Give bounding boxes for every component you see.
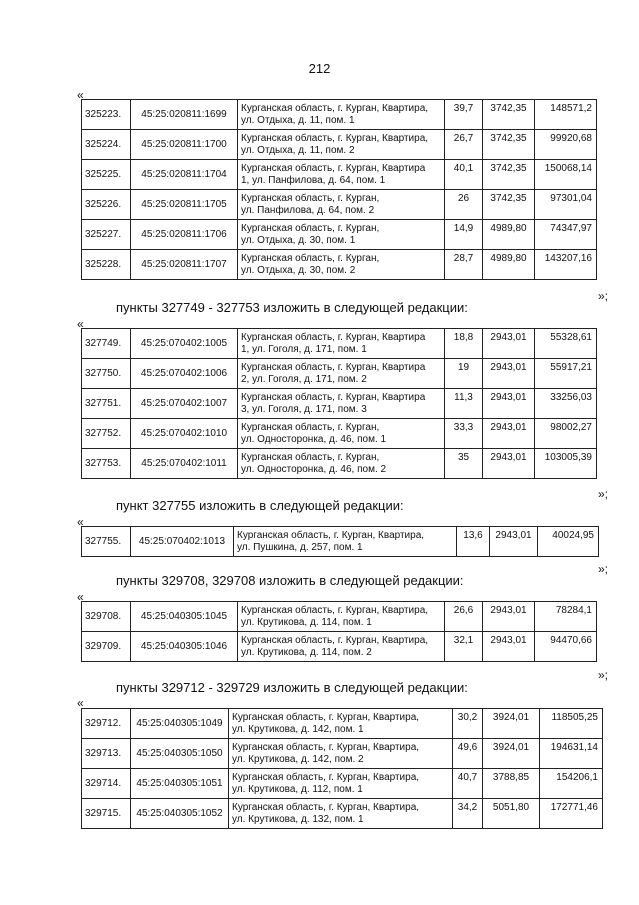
- address-cell: [234, 527, 457, 557]
- address-line-2: 1, ул. Гоголя, д. 171, пом. 1: [241, 344, 367, 355]
- address-line-2: ул. Крутикова, д. 114, пом. 2: [241, 647, 372, 658]
- cadastral-number-cell: 45:25:020811:1700: [131, 130, 238, 160]
- address-cell: [238, 220, 445, 250]
- open-quote: «: [77, 696, 84, 710]
- cost-cell: 103005,39: [535, 449, 597, 479]
- address-cell: [238, 359, 445, 389]
- address-cell: [238, 130, 445, 160]
- cadastral-number-cell: 45:25:070402:1007: [131, 389, 238, 419]
- cost-cell: 118505,25: [540, 709, 603, 739]
- address-line-2: ул. Отдыха, д. 30, пом. 1: [241, 235, 356, 246]
- cadastral-number-cell: 45:25:070402:1013: [131, 527, 234, 557]
- item-number-cell: 325224.: [82, 130, 131, 160]
- rate-cell: 2943,01: [483, 632, 535, 662]
- table-row: [82, 419, 597, 449]
- rate-cell: 3924,01: [483, 739, 540, 769]
- item-number-cell: 327755.: [82, 527, 131, 557]
- address-cell: [238, 100, 445, 130]
- area-cell: 40,7: [453, 769, 483, 799]
- address-line-2: ул. Отдыха, д. 11, пом. 1: [241, 115, 355, 126]
- close-quote: »;: [598, 668, 609, 682]
- address-cell: [238, 160, 445, 190]
- address-line-1: Курганская область, г. Курган, Квартира,: [241, 133, 429, 144]
- rate-cell: 4989,80: [483, 220, 535, 250]
- cost-cell: 97301,04: [535, 190, 597, 220]
- cadastral-number-cell: 45:25:020811:1699: [131, 100, 238, 130]
- rate-cell: 3742,35: [483, 190, 535, 220]
- area-cell: 26,7: [445, 130, 483, 160]
- address-line-2: ул. Пушкина, д. 257, пом. 1: [237, 542, 363, 553]
- registry-table: [81, 99, 597, 280]
- address-cell: [238, 190, 445, 220]
- open-quote: «: [77, 317, 84, 331]
- address-line-1: Курганская область, г. Курган, Квартира,: [232, 712, 420, 723]
- address-line-2: 1, ул. Панфилова, д. 64, пом. 1: [241, 175, 386, 186]
- area-cell: 19: [445, 359, 483, 389]
- table-row: [82, 130, 597, 160]
- area-cell: 39,7: [445, 100, 483, 130]
- address-line-2: ул. Отдыха, д. 30, пом. 2: [241, 265, 356, 276]
- address-line-2: ул. Крутикова, д. 142, пом. 1: [232, 724, 364, 735]
- table-row: [82, 160, 597, 190]
- cadastral-number-cell: 45:25:040305:1050: [131, 739, 229, 769]
- address-line-1: Курганская область, г. Курган, Квартира: [241, 392, 426, 403]
- address-cell: [238, 632, 445, 662]
- address-line-2: ул. Крутикова, д. 132, пом. 1: [232, 814, 364, 825]
- cost-cell: 143207,16: [535, 250, 597, 280]
- item-number-cell: 329709.: [82, 632, 131, 662]
- area-cell: 33,3: [445, 419, 483, 449]
- address-line-2: 3, ул. Гоголя, д. 171, пом. 3: [241, 404, 367, 415]
- table-row: [82, 709, 603, 739]
- open-quote: «: [77, 88, 84, 102]
- cost-cell: 172771,46: [540, 799, 603, 829]
- rate-cell: 3742,35: [483, 160, 535, 190]
- cost-cell: 78284,1: [535, 602, 597, 632]
- cost-cell: 99920,68: [535, 130, 597, 160]
- item-number-cell: 329713.: [82, 739, 131, 769]
- address-line-1: Курганская область, г. Курган,: [241, 223, 380, 234]
- address-cell: [238, 449, 445, 479]
- registry-table: [81, 328, 597, 479]
- cadastral-number-cell: 45:25:040305:1046: [131, 632, 238, 662]
- rate-cell: 2943,01: [483, 419, 535, 449]
- item-number-cell: 325228.: [82, 250, 131, 280]
- section-intro: пункты 329712 - 329729 изложить в следующей редакции:: [116, 680, 468, 695]
- address-cell: [238, 329, 445, 359]
- address-cell: [229, 739, 453, 769]
- section-intro: пункт 327755 изложить в следующей редакции:: [116, 498, 404, 513]
- item-number-cell: 327751.: [82, 389, 131, 419]
- rate-cell: 5051,80: [483, 799, 540, 829]
- address-cell: [238, 250, 445, 280]
- rate-cell: 3788,85: [483, 769, 540, 799]
- address-line-1: Курганская область, г. Курган, Квартира,: [241, 103, 429, 114]
- address-line-1: Курганская область, г. Курган, Квартира,: [237, 530, 425, 541]
- page-number: 212: [308, 61, 331, 76]
- address-line-2: ул. Крутикова, д. 142, пом. 2: [232, 754, 364, 765]
- table-row: [82, 250, 597, 280]
- item-number-cell: 325223.: [82, 100, 131, 130]
- table-row: [82, 359, 597, 389]
- address-line-1: Курганская область, г. Курган,: [241, 452, 380, 463]
- close-quote: »;: [598, 562, 609, 576]
- address-cell: [238, 602, 445, 632]
- close-quote: »;: [598, 289, 609, 303]
- cost-cell: 148571,2: [535, 100, 597, 130]
- cadastral-number-cell: 45:25:040305:1049: [131, 709, 229, 739]
- area-cell: 32,1: [445, 632, 483, 662]
- rate-cell: 2943,01: [483, 602, 535, 632]
- rate-cell: 2943,01: [483, 359, 535, 389]
- table-row: [82, 632, 597, 662]
- rate-cell: 2943,01: [483, 329, 535, 359]
- rate-cell: 2943,01: [483, 389, 535, 419]
- address-cell: [238, 389, 445, 419]
- section-intro: пункты 327749 - 327753 изложить в следующей редакции:: [116, 300, 468, 315]
- table-row: [82, 100, 597, 130]
- rate-cell: 2943,01: [490, 527, 538, 557]
- cadastral-number-cell: 45:25:020811:1705: [131, 190, 238, 220]
- item-number-cell: 327749.: [82, 329, 131, 359]
- area-cell: 40,1: [445, 160, 483, 190]
- cost-cell: 55328,61: [535, 329, 597, 359]
- registry-table: [81, 708, 603, 829]
- area-cell: 34,2: [453, 799, 483, 829]
- address-line-2: ул. Отдыха, д. 11, пом. 2: [241, 145, 355, 156]
- area-cell: 26: [445, 190, 483, 220]
- rate-cell: 3742,35: [483, 130, 535, 160]
- registry-table: [81, 526, 599, 557]
- address-line-1: Курганская область, г. Курган, Квартира,: [232, 802, 420, 813]
- address-line-1: Курганская область, г. Курган, Квартира: [241, 362, 426, 373]
- cost-cell: 40024,95: [538, 527, 599, 557]
- cadastral-number-cell: 45:25:040305:1051: [131, 769, 229, 799]
- item-number-cell: 327752.: [82, 419, 131, 449]
- address-cell: [238, 419, 445, 449]
- cost-cell: 94470,66: [535, 632, 597, 662]
- rate-cell: 4989,80: [483, 250, 535, 280]
- cadastral-number-cell: 45:25:070402:1006: [131, 359, 238, 389]
- rate-cell: 3924,01: [483, 709, 540, 739]
- item-number-cell: 329714.: [82, 769, 131, 799]
- cadastral-number-cell: 45:25:020811:1706: [131, 220, 238, 250]
- table-row: [82, 602, 597, 632]
- cost-cell: 154206,1: [540, 769, 603, 799]
- address-line-2: ул. Односторонка, д. 46, пом. 2: [241, 464, 387, 475]
- table-row: [82, 220, 597, 250]
- cadastral-number-cell: 45:25:040305:1052: [131, 799, 229, 829]
- cadastral-number-cell: 45:25:020811:1704: [131, 160, 238, 190]
- address-cell: [229, 769, 453, 799]
- cadastral-number-cell: 45:25:070402:1010: [131, 419, 238, 449]
- cost-cell: 150068,14: [535, 160, 597, 190]
- table-row: [82, 799, 603, 829]
- cost-cell: 194631,14: [540, 739, 603, 769]
- table-row: [82, 527, 599, 557]
- table-row: [82, 190, 597, 220]
- address-line-1: Курганская область, г. Курган, Квартира,: [232, 772, 420, 783]
- item-number-cell: 325227.: [82, 220, 131, 250]
- cadastral-number-cell: 45:25:070402:1005: [131, 329, 238, 359]
- area-cell: 11,3: [445, 389, 483, 419]
- address-line-1: Курганская область, г. Курган, Квартира,: [241, 605, 429, 616]
- address-line-1: Курганская область, г. Курган, Квартира: [241, 163, 426, 174]
- address-cell: [229, 709, 453, 739]
- rate-cell: 3742,35: [483, 100, 535, 130]
- area-cell: 14,9: [445, 220, 483, 250]
- address-line-2: ул. Односторонка, д. 46, пом. 1: [241, 434, 387, 445]
- address-line-2: ул. Крутикова, д. 112, пом. 1: [232, 784, 363, 795]
- cadastral-number-cell: 45:25:070402:1011: [131, 449, 238, 479]
- area-cell: 35: [445, 449, 483, 479]
- section-intro: пункты 329708, 329708 изложить в следующей редакции:: [116, 573, 464, 588]
- cost-cell: 98002,27: [535, 419, 597, 449]
- address-line-2: 2, ул. Гоголя, д. 171, пом. 2: [241, 374, 367, 385]
- area-cell: 18,8: [445, 329, 483, 359]
- address-line-1: Курганская область, г. Курган,: [241, 193, 380, 204]
- cost-cell: 33256,03: [535, 389, 597, 419]
- open-quote: «: [77, 590, 84, 604]
- item-number-cell: 327753.: [82, 449, 131, 479]
- table-row: [82, 739, 603, 769]
- rate-cell: 2943,01: [483, 449, 535, 479]
- item-number-cell: 329715.: [82, 799, 131, 829]
- address-line-2: ул. Панфилова, д. 64, пом. 2: [241, 205, 375, 216]
- table-row: [82, 449, 597, 479]
- address-line-2: ул. Крутикова, д. 114, пом. 1: [241, 617, 372, 628]
- area-cell: 13,6: [457, 527, 490, 557]
- address-line-1: Курганская область, г. Курган,: [241, 253, 380, 264]
- registry-table: [81, 601, 597, 662]
- table-row: [82, 389, 597, 419]
- item-number-cell: 327750.: [82, 359, 131, 389]
- area-cell: 28,7: [445, 250, 483, 280]
- item-number-cell: 329708.: [82, 602, 131, 632]
- close-quote: »;: [598, 487, 609, 501]
- address-line-1: Курганская область, г. Курган,: [241, 422, 380, 433]
- item-number-cell: 329712.: [82, 709, 131, 739]
- address-line-1: Курганская область, г. Курган, Квартира: [241, 332, 426, 343]
- table-row: [82, 769, 603, 799]
- cost-cell: 74347,97: [535, 220, 597, 250]
- address-line-1: Курганская область, г. Курган, Квартира,: [241, 635, 429, 646]
- item-number-cell: 325225.: [82, 160, 131, 190]
- area-cell: 26,6: [445, 602, 483, 632]
- cadastral-number-cell: 45:25:020811:1707: [131, 250, 238, 280]
- area-cell: 49,6: [453, 739, 483, 769]
- address-line-1: Курганская область, г. Курган, Квартира,: [232, 742, 420, 753]
- open-quote: «: [77, 515, 84, 529]
- cost-cell: 55917,21: [535, 359, 597, 389]
- address-cell: [229, 799, 453, 829]
- area-cell: 30,2: [453, 709, 483, 739]
- table-row: [82, 329, 597, 359]
- item-number-cell: 325226.: [82, 190, 131, 220]
- cadastral-number-cell: 45:25:040305:1045: [131, 602, 238, 632]
